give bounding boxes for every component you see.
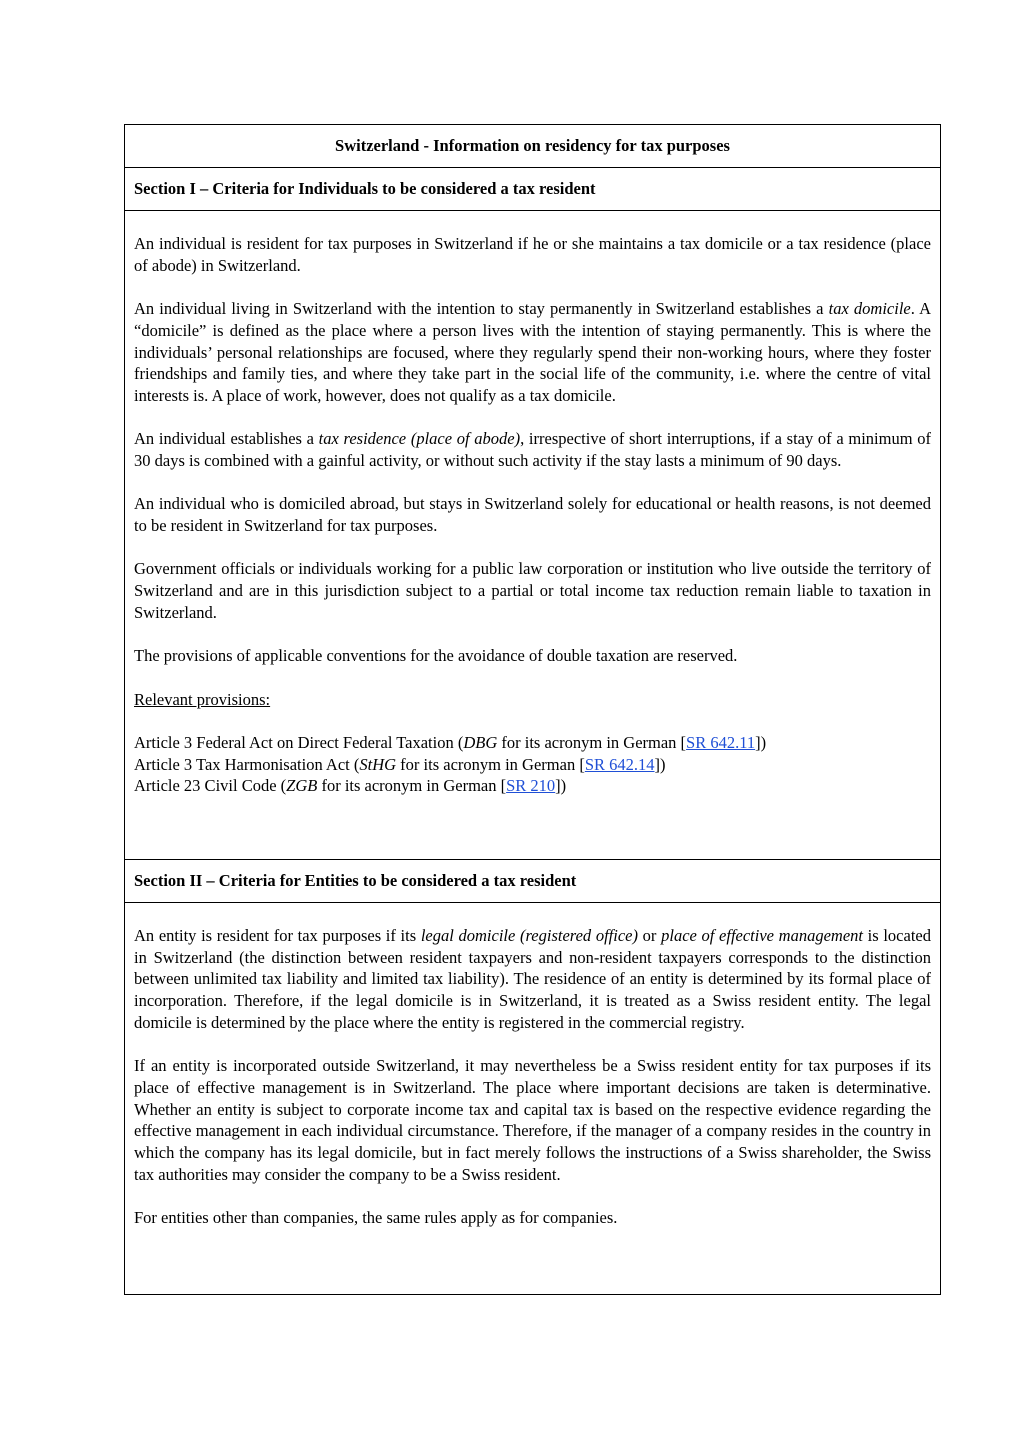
section1-paragraph-4: An individual who is domiciled abroad, but stays in Switzerland solely for educational or health reasons, is not deemed to be resident in Switzerland for tax purposes. [134,494,931,536]
section1-heading: Section I – Criteria for Individuals to be considered a tax resident [134,179,596,198]
section2-paragraph-2: If an entity is incorporated outside Switzerland, it may nevertheless be a Swiss resident entity for tax purposes if its place of effective management is in Switzerland. The place where important decisions are taken is determinative. Whether an entity is subject to corporate income tax and capital tax is based on the respective evidence regarding the effective management in each individual circumstance. Therefore, if the manager of a company resides in the country in which the company has its legal domicile, but in fact merely follows the instructions of a Swiss shareholder, the Swiss tax authorities may consider the company to be a Swiss resident. [134,1056,931,1184]
text-run: ]) [654,754,666,774]
text-run: . A “domicile” is defined as the place where a person lives with the intention of staying permanently. This is where the individuals’ personal relationships are focused, where they regularly spend their non-working hours, where they foster friendships and family ties, and where they take part in the social life of the community, i.e. where the centre of vital interests is. A place of work, however, does not qualify as a tax domicile. [134,299,931,405]
text-run: or [638,926,662,945]
text-run: An individual living in Switzerland with the intention to stay permanently in Switzerland establishes a [134,299,829,319]
text-run: for its acronym in German [ [396,754,585,774]
text-run: An individual establishes a [134,429,319,449]
relevant-provisions-label: Relevant provisions: [134,689,271,709]
term-tax-residence: tax residence (place of abode) [318,429,521,449]
provision-line [134,775,931,797]
text-run: Article 23 Civil Code ( [134,776,287,796]
link-sr-210[interactable]: SR 210 [506,776,556,796]
acronym-sthg: StHG [359,754,397,774]
section2-heading: Section II – Criteria for Entities to be considered a tax resident [134,871,577,890]
text-run: ]) [555,776,567,796]
section2-paragraph-3: For entities other than companies, the same rules apply as for companies. [134,1208,618,1228]
section2-paragraph-1 [134,925,931,1034]
section1-paragraph-6: The provisions of applicable conventions for the avoidance of double taxation are reserved. [134,646,738,666]
section2-body [125,903,940,1294]
section1-paragraph-5: Government officials or individuals working for a public law corporation or institution who live outside the territory of Switzerland and are in this jurisdiction subject to a partial or total income tax reduction remain liable to taxation in Switzerland. [134,559,931,622]
section1-paragraph-3 [134,428,931,471]
provision-line [134,732,931,754]
text-run: , irrespective of short interruptions, if a stay of a minimum of 30 days is combined with a gainful activity, or without such activity if the stay lasts a minimum of 90 days. [134,429,931,470]
link-sr-642-14[interactable]: SR 642.14 [584,754,655,774]
text-run: An entity is resident for tax purposes if its [134,926,421,945]
document-table [124,124,941,1295]
acronym-zgb: ZGB [286,776,318,796]
section1-paragraph-2 [134,298,931,407]
section1-body [125,211,940,860]
section2-heading-row [125,860,940,903]
text-run: Article 3 Tax Harmonisation Act ( [134,754,360,774]
term-place-of-effective-management: place of effective management [661,926,863,945]
term-tax-domicile: tax domicile [828,299,911,319]
document-title: Switzerland - Information on residency for tax purposes [335,136,730,155]
text-run: for its acronym in German [ [317,776,507,796]
acronym-dbg: DBG [463,733,498,753]
title-row [125,125,940,168]
text-run: Article 3 Federal Act on Direct Federal Taxation ( [134,733,464,753]
provision-line [134,754,931,776]
text-run: ]) [755,733,767,753]
text-run: is located in Switzerland (the distinction between resident taxpayers and non-resident taxpayers corresponds to the distinction between unlimited tax liability and limited tax liability). The residence of an entity is determined by its formal place of incorporation. Therefore, if the legal domicile is in Switzerland, it is treated as a Swiss resident entity. The legal domicile is determined by the place where the entity is registered in the commercial registry. [134,926,931,1032]
link-sr-642-11[interactable]: SR 642.11 [686,733,756,753]
term-legal-domicile: legal domicile (registered office) [420,926,638,945]
text-run: for its acronym in German [ [497,733,687,753]
section1-paragraph-1: An individual is resident for tax purposes in Switzerland if he or she maintains a tax domicile or a tax residence (place of abode) in Switzerland. [134,234,931,275]
section1-heading-row [125,168,940,211]
